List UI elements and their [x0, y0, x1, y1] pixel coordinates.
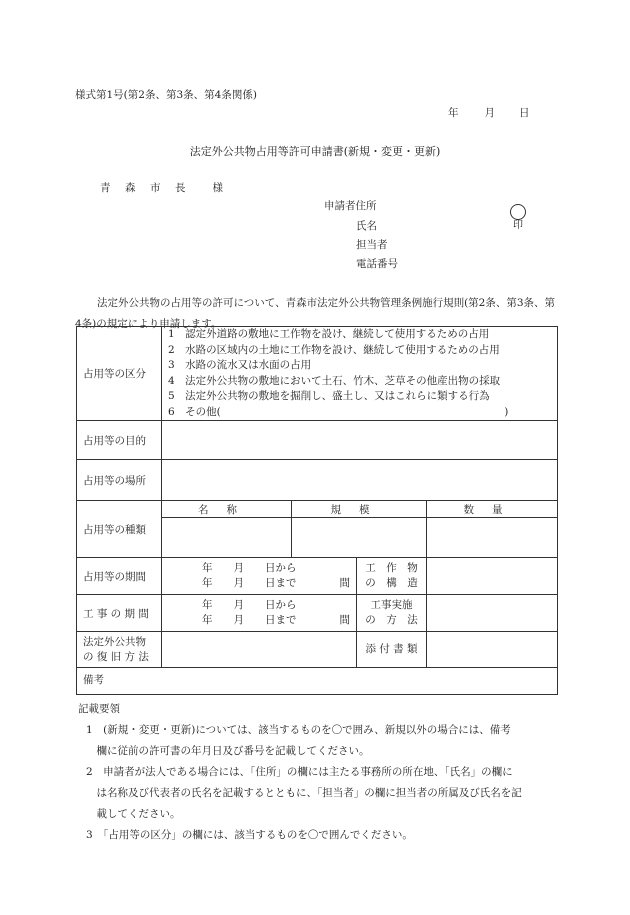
note-line: 載してください。 — [86, 808, 181, 820]
remarks-label: 備考 — [83, 674, 104, 686]
applicant-contact-label: 担当者 — [356, 239, 388, 251]
attachment-label: 添 付 書 類 — [357, 632, 427, 668]
category-option[interactable]: 5 法定外公共物の敷地を掘削し、盛土し、又はこれらに類する行為 — [168, 390, 490, 402]
addressee: 青 森 市 長 様 — [100, 182, 225, 194]
date-day: 日 — [519, 107, 530, 119]
category-label: 占用等の区分 — [77, 327, 162, 421]
category-option[interactable]: 2 水路の区域内の土地に工作物を設け、継続して使用するための占用 — [168, 343, 500, 356]
construction-period-label: 工 事 の 期 間 — [77, 595, 162, 632]
place-field[interactable] — [162, 460, 558, 501]
period-duration-label: 間 — [339, 577, 350, 589]
construction-period-field[interactable] — [162, 595, 357, 632]
category-option[interactable]: 4 法定外公共物の敷地において土石、竹木、芝草その他産出物の採取 — [168, 374, 501, 387]
note-line: 2 申請者が法人である場合には、「住所」の欄には主たる事務所の所在地、「氏名」の欄に — [86, 766, 513, 778]
intro-text: 法定外公共物の占用等の許可について、青森市法定外公共物管理条例施行規則(第2条、第3条、第4条)の規定により申請します。 — [75, 297, 556, 330]
purpose-label: 占用等の目的 — [77, 421, 162, 460]
period-field[interactable] — [162, 558, 357, 595]
seal-label: 印 — [513, 220, 523, 231]
date-line — [448, 105, 530, 120]
construction-method-label: 工事実施 の 方 法 — [357, 595, 427, 632]
restoration-label: 法定外公共物 の 復 旧 方 法 — [77, 632, 162, 668]
note-line: 3 「占用等の区分」の欄には、該当するものを〇で囲んでください。 — [86, 829, 413, 841]
construction-duration-label: 間 — [339, 614, 350, 626]
applicant-phone-label: 電話番号 — [356, 258, 398, 270]
category-option[interactable]: 1 認定外道路の敷地に工作物を設け、継続して使用するための占用 — [168, 328, 490, 340]
note-line: 1 (新規・変更・更新)については、該当するものを〇で囲み、新規以外の場合には、備考 — [86, 724, 511, 736]
structure-label: 工 作 物 の 構 造 — [357, 558, 427, 595]
construction-method-field[interactable] — [427, 595, 558, 632]
period-to: 年 月 日まで — [202, 577, 297, 589]
type-col-scale: 規模 — [292, 501, 427, 518]
category-option[interactable]: 3 水路の流水又は水面の占用 — [168, 359, 312, 371]
notes-section — [78, 699, 558, 846]
type-scale-field[interactable] — [292, 518, 427, 558]
date-year: 年 — [448, 107, 459, 119]
type-col-quantity: 数量 — [427, 501, 558, 518]
notes-heading: 記載要領 — [78, 703, 120, 715]
structure-field[interactable] — [427, 558, 558, 595]
note-line: は名称及び代表者の氏名を記載するとともに、「担当者」の欄に担当者の所属及び氏名を記 — [86, 787, 522, 799]
restoration-field[interactable] — [162, 632, 357, 668]
category-options[interactable] — [162, 327, 558, 421]
period-from: 年 月 日から — [202, 562, 297, 574]
attachment-field[interactable] — [427, 632, 558, 668]
construction-to: 年 月 日まで — [202, 614, 297, 626]
form-number-label: 様式第1号(第2条、第3条、第4条関係) — [75, 89, 257, 101]
date-month: 月 — [484, 107, 495, 119]
applicant-address-label: 申請者住所 — [324, 200, 377, 212]
place-label: 占用等の場所 — [77, 460, 162, 501]
purpose-field[interactable] — [162, 421, 558, 460]
remarks-field[interactable] — [77, 668, 558, 695]
type-name-field[interactable] — [162, 518, 292, 558]
note-line: 欄に従前の許可書の年月日及び番号を記載してください。 — [86, 745, 370, 757]
document-title: 法定外公共物占用等許可申請書(新規・変更・更新) — [189, 145, 441, 158]
type-label: 占用等の種類 — [77, 501, 162, 558]
type-col-name: 名称 — [162, 501, 292, 518]
construction-from: 年 月 日から — [202, 599, 297, 611]
period-label: 占用等の期間 — [77, 558, 162, 595]
category-option[interactable]: 6 その他( ) — [168, 405, 509, 418]
type-quantity-field[interactable] — [427, 518, 558, 558]
applicant-name-label: 氏名 — [356, 220, 377, 232]
application-table — [76, 326, 558, 695]
